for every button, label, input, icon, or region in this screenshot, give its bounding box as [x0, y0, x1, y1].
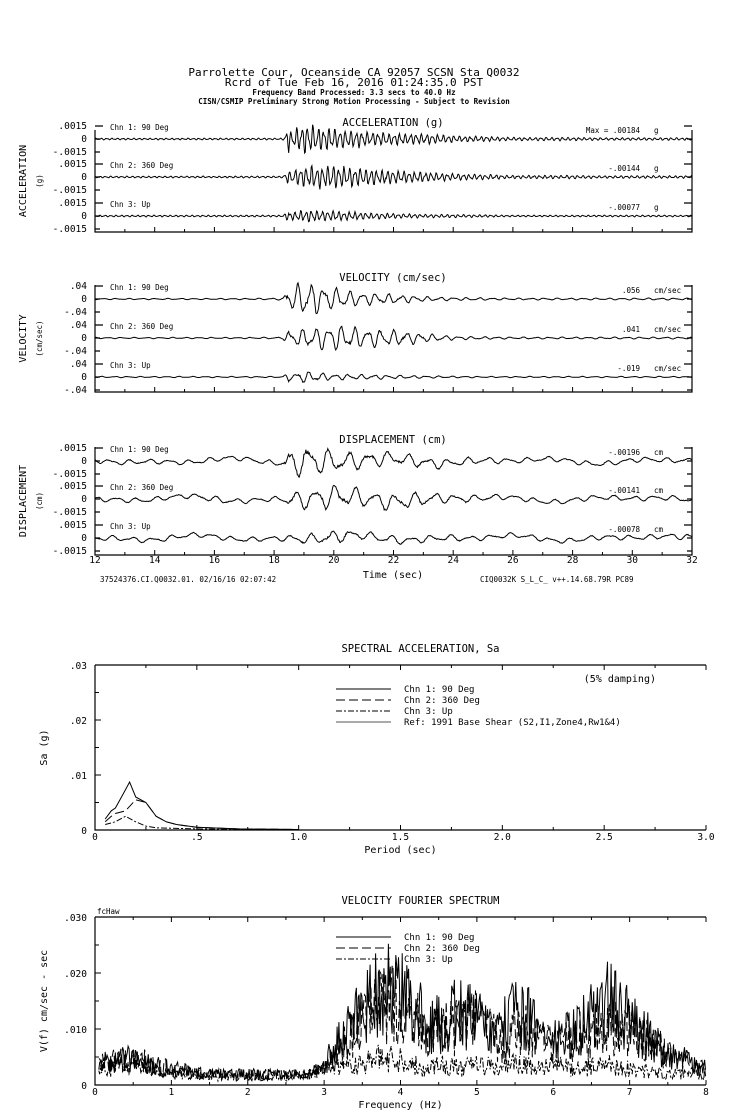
y-tick-label: .02	[69, 716, 87, 727]
y-tick-label: .04	[69, 320, 87, 331]
legend-label: Chn 1: 90 Deg	[404, 933, 475, 943]
channel-label: Chn 1: 90 Deg	[110, 123, 169, 132]
y-tick-label: 0	[81, 172, 87, 183]
x-tick-label: 28	[566, 555, 579, 566]
channel-peak-unit: cm	[654, 525, 664, 534]
channel-peak-value: -.00144	[608, 164, 640, 173]
channel-label: Chn 3: Up	[110, 361, 151, 370]
channel-peak-value: -.019	[617, 364, 640, 373]
processing-note: CISN/CSMIP Preliminary Strong Motion Processing - Subject to Revision	[198, 97, 510, 106]
waveform-3	[95, 211, 692, 222]
y-tick-label: .0015	[58, 121, 87, 132]
y-tick-label: .0015	[58, 481, 87, 492]
footer-record-id: 37524376.CI.Q0032.01. 02/16/16 02:07:42	[100, 575, 277, 584]
y-tick-label: -.04	[64, 385, 87, 396]
channel-ticks	[95, 203, 692, 229]
series-line-1	[105, 782, 299, 829]
y-tick-label: .010	[64, 1025, 87, 1036]
channel-peak-value: Max = .00184	[585, 126, 640, 135]
y-tick-label: 0	[81, 372, 87, 383]
x-tick-label: 12	[89, 555, 101, 566]
panel-displacement	[18, 434, 698, 566]
corner-label: fcHaw	[97, 907, 120, 916]
y-tick-label: -.0015	[52, 507, 87, 518]
y-axis-label: Sa (g)	[39, 729, 50, 766]
waveform-1	[95, 449, 692, 477]
x-tick-label: 7	[626, 1087, 633, 1098]
y-tick-label: .0015	[58, 443, 87, 454]
y-tick-label: .0015	[58, 520, 87, 531]
channel-label: Chn 2: 360 Deg	[110, 483, 174, 492]
y-axis-label: ACCELERATION	[18, 144, 29, 218]
chart-title: VELOCITY FOURIER SPECTRUM	[341, 895, 500, 907]
x-tick-label: 14	[148, 555, 161, 566]
x-tick-label: 24	[447, 555, 459, 566]
channel-peak-unit: cm/sec	[654, 286, 682, 295]
channel-peak-value: .041	[621, 325, 640, 334]
channel-peak-unit: cm/sec	[654, 364, 682, 373]
y-tick-label: 0	[81, 134, 87, 145]
y-tick-label: .03	[69, 661, 87, 672]
y-axis-label: DISPLACEMENT	[18, 464, 29, 538]
waveform-2	[95, 485, 692, 510]
chart-title: SPECTRAL ACCELERATION, Sa	[341, 643, 500, 655]
channel-label: Chn 2: 360 Deg	[110, 322, 174, 331]
y-tick-label: 0	[81, 333, 87, 344]
y-tick-label: -.04	[64, 346, 87, 357]
panel-acceleration	[18, 117, 692, 235]
y-tick-label: .030	[64, 913, 87, 924]
x-tick-label: 0	[92, 1087, 98, 1098]
x-tick-label: 32	[686, 555, 698, 566]
x-tick-label: .5	[191, 832, 203, 843]
channel-label: Chn 2: 360 Deg	[110, 161, 174, 170]
waveform-1	[95, 283, 692, 314]
channel-peak-value: -.00077	[608, 203, 640, 212]
footer-version: CIQ0032K S_L_C_ v++.14.68.79R PC89	[480, 575, 634, 584]
y-tick-label: .0015	[58, 198, 87, 209]
x-tick-label: 2	[244, 1087, 251, 1098]
channel-peak-unit: g	[654, 203, 659, 212]
panel-title: DISPLACEMENT (cm)	[339, 434, 447, 446]
y-tick-label: .020	[64, 969, 87, 980]
y-tick-label: -.0015	[52, 224, 87, 235]
x-tick-label: 5	[474, 1087, 480, 1098]
x-tick-label: 22	[387, 555, 400, 566]
channel-peak-unit: g	[654, 126, 659, 135]
legend-label: Chn 2: 360 Deg	[404, 944, 480, 954]
panel-fs	[39, 895, 709, 1111]
legend-label: Chn 2: 360 Deg	[404, 696, 480, 706]
y-tick-label: .04	[69, 359, 87, 370]
y-tick-label: 0	[81, 1081, 87, 1092]
waveform-3	[95, 372, 692, 382]
panel-title: VELOCITY (cm/sec)	[339, 272, 447, 284]
x-axis-label: Period (sec)	[364, 845, 437, 856]
channel-label: Chn 3: Up	[110, 522, 151, 531]
x-tick-label: 1.5	[391, 832, 410, 843]
x-tick-label: 16	[208, 555, 221, 566]
legend-label: Chn 3: Up	[404, 955, 453, 965]
panel-sa	[39, 643, 715, 856]
channel-peak-value: -.00141	[608, 486, 640, 495]
record-time: Rcrd of Tue Feb 16, 2016 01:24:35.0 PST	[224, 76, 484, 89]
x-tick-label: 8	[703, 1087, 709, 1098]
channel-ticks	[95, 486, 692, 512]
y-tick-label: .01	[69, 771, 87, 782]
x-tick-label: 20	[328, 555, 340, 566]
y-tick-label: 0	[81, 826, 87, 837]
y-tick-label: 0	[81, 494, 87, 505]
channel-peak-unit: g	[654, 164, 659, 173]
y-tick-label: -.0015	[52, 469, 87, 480]
y-tick-label: -.0015	[52, 147, 87, 158]
x-tick-label: 26	[507, 555, 519, 566]
y-tick-label: -.04	[64, 307, 87, 318]
series-line-3	[99, 1045, 706, 1081]
channel-peak-value: -.00196	[608, 448, 640, 457]
y-tick-label: 0	[81, 294, 87, 305]
x-tick-label: 0	[92, 832, 98, 843]
channel-label: Chn 1: 90 Deg	[110, 445, 169, 454]
y-axis-unit: (cm)	[35, 491, 44, 511]
x-tick-label: 1.0	[290, 832, 308, 843]
frequency-band: Frequency Band Processed: 3.3 secs to 40.0 Hz	[252, 88, 456, 97]
y-tick-label: .0015	[58, 159, 87, 170]
legend-label: Chn 1: 90 Deg	[404, 685, 475, 695]
damping-annotation: (5% damping)	[583, 674, 656, 685]
x-axis-label: Frequency (Hz)	[358, 1100, 443, 1111]
y-tick-label: 0	[81, 533, 87, 544]
waveform-2	[95, 326, 692, 350]
channel-peak-unit: cm	[654, 486, 664, 495]
x-tick-label: 18	[268, 555, 280, 566]
panel-title: ACCELERATION (g)	[342, 117, 444, 129]
x-tick-label: 2.5	[595, 832, 613, 843]
y-tick-label: -.0015	[52, 185, 87, 196]
plot-frame	[95, 665, 706, 830]
waveform-3	[95, 531, 692, 544]
y-axis-unit: (cm/sec)	[35, 320, 44, 357]
panel-frame	[95, 285, 692, 392]
waveform-2	[95, 166, 692, 190]
x-tick-label: 1	[168, 1087, 175, 1098]
panel-frame	[95, 447, 692, 555]
y-tick-label: -.0015	[52, 546, 87, 557]
channel-peak-value: -.00078	[608, 525, 640, 534]
legend-label: Chn 3: Up	[404, 707, 453, 717]
channel-peak-unit: cm/sec	[654, 325, 682, 334]
x-tick-label: 30	[626, 555, 639, 566]
panel-velocity	[18, 272, 692, 396]
channel-peak-unit: cm	[654, 448, 664, 457]
y-tick-label: 0	[81, 211, 87, 222]
channel-label: Chn 3: Up	[110, 200, 151, 209]
y-axis-label: VELOCITY	[18, 314, 29, 363]
series-line-2	[105, 800, 299, 830]
y-tick-label: .04	[69, 281, 87, 292]
y-axis-label: V(f) cm/sec - sec	[39, 949, 50, 1053]
legend-label: Ref: 1991 Base Shear (S2,I1,Zone4,Rw1&4)	[404, 718, 621, 728]
x-tick-label: 3.0	[697, 832, 715, 843]
station-title: Parrolette Cour, Oceanside CA 92057 SCSN Sta Q0032	[188, 66, 520, 79]
channel-label: Chn 1: 90 Deg	[110, 283, 169, 292]
y-axis-unit: (g)	[35, 174, 44, 188]
y-tick-label: 0	[81, 456, 87, 467]
x-tick-label: 4	[397, 1087, 404, 1098]
channel-peak-value: .056	[621, 286, 640, 295]
time-axis-label: Time (sec)	[362, 570, 424, 581]
x-tick-label: 2.0	[493, 832, 511, 843]
x-tick-label: 6	[550, 1087, 557, 1098]
x-tick-label: 3	[321, 1087, 327, 1098]
